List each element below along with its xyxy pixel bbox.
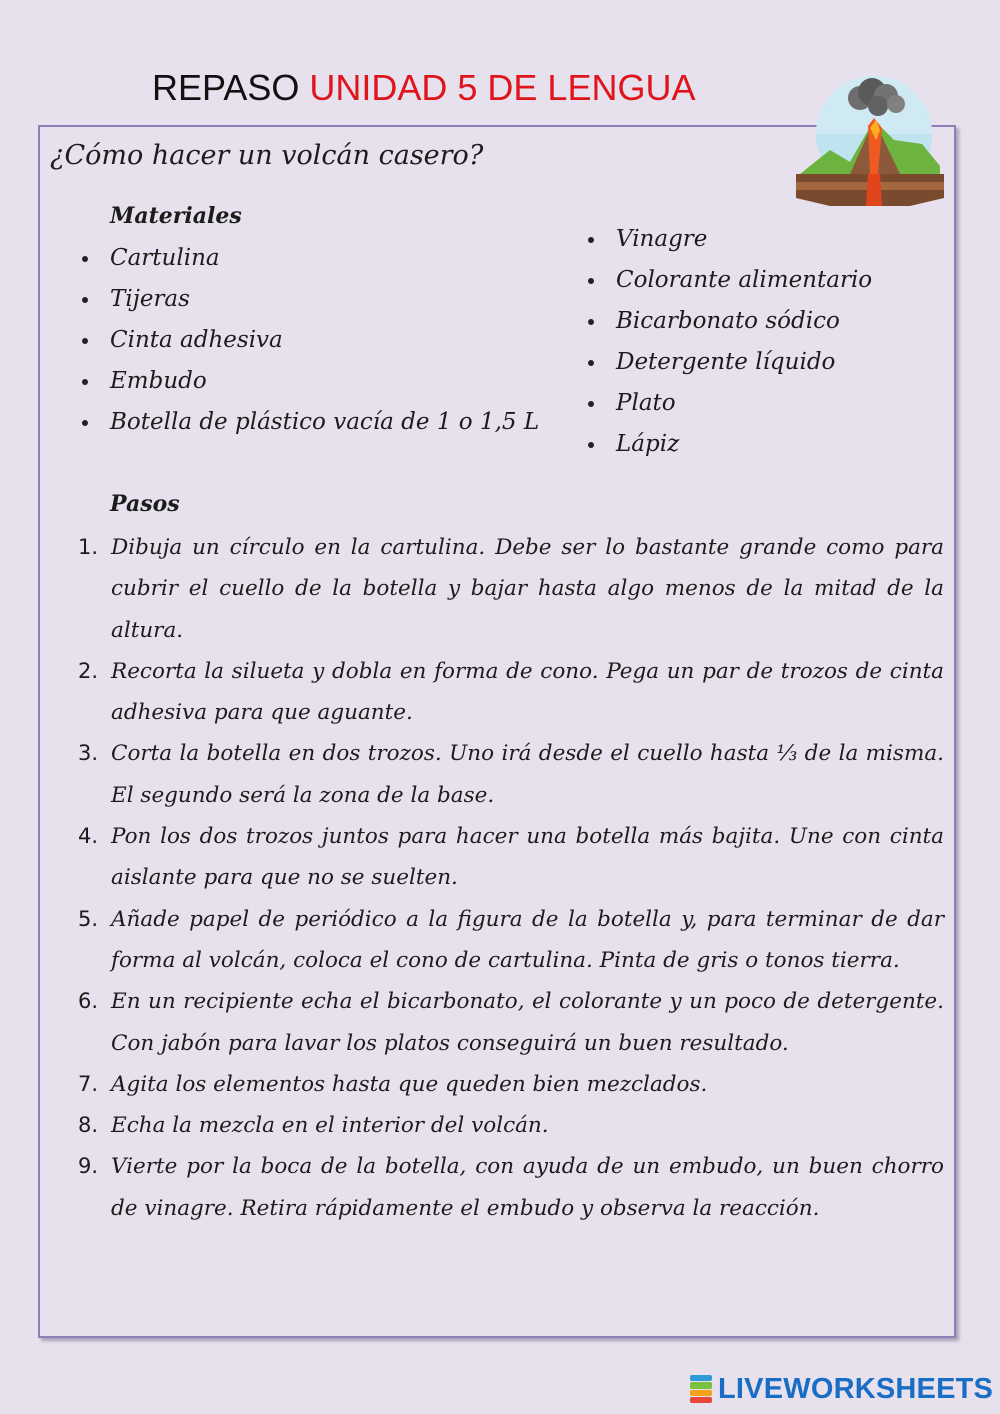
step-number: 7. [78,1071,99,1096]
materials-list-right [588,219,872,465]
step-text: Dibuja un círculo en la cartulina. Debe ser lo bastante grande como para cubrir el cuello de la botella y bajar hasta algo menos de la mitad de la altura. [111,535,944,643]
step-number: 8. [78,1113,99,1138]
step-item [78,733,944,816]
step-item [78,899,944,982]
step-text: Corta la botella en dos trozos. Uno irá desde el cuello hasta ⅓ de la misma. El segundo será la zona de la base. [111,741,944,808]
list-item: Embudo [82,361,539,402]
list-item: Botella de plástico vacía de 1 o 1,5 L [82,402,539,443]
step-number: 6. [78,989,99,1014]
step-item [78,1064,944,1105]
step-text: Echa la mezcla en el interior del volcán. [111,1113,549,1139]
step-text: Recorta la silueta y dobla en forma de cono. Pega un par de trozos de cinta adhesiva para que aguante. [111,658,944,726]
list-item: Plato [588,383,872,424]
materials-heading: Materiales [110,203,242,229]
step-item [78,1146,944,1229]
step-text: Vierte por la boca de la botella, con ayuda de un embudo, un buen chorro de vinagre. Retira rápidamente el embudo y observa la reacción. [111,1154,944,1221]
list-item: Tijeras [82,279,539,320]
step-item [78,816,944,899]
step-number: 3. [78,741,99,766]
volcano-illustration [790,70,950,218]
step-text: Agita los elementos hasta que queden bien mezclados. [111,1071,708,1097]
title-unit: UNIDAD 5 DE LENGUA [309,67,696,108]
liveworksheets-icon [690,1375,712,1403]
step-text: En un recipiente echa el bicarbonato, el colorante y un poco de detergente. Con jabón para lavar los platos conseguirá un buen resultado. [111,989,944,1056]
list-item: Detergente líquido [588,342,872,383]
step-number: 2. [78,658,99,683]
materials-list-left [82,238,539,443]
step-number: 1. [78,535,99,559]
step-item [78,651,944,734]
list-item: Vinagre [588,219,872,260]
page-title [152,66,695,110]
list-item: Bicarbonato sódico [588,301,872,342]
steps-list [78,527,944,1229]
steps-heading: Pasos [110,491,180,517]
step-text: Pon los dos trozos juntos para hacer una botella más bajita. Une con cinta aislante para que no se suelten. [111,824,944,891]
step-item [78,981,944,1064]
question-heading: ¿Cómo hacer un volcán casero? [50,140,484,171]
step-number: 9. [78,1154,99,1179]
step-text: Añade papel de periódico a la figura de la botella y, para terminar de dar forma al volcán, coloca el cono de cartulina. Pinta de gris o tonos tierra. [111,906,944,973]
list-item: Lápiz [588,424,872,465]
title-prefix: REPASO [152,67,310,108]
step-number: 4. [78,824,99,849]
list-item: Cinta adhesiva [82,320,539,361]
brand-name: LIVEWORKSHEETS [718,1372,994,1405]
list-item: Cartulina [82,238,539,279]
liveworksheets-logo[interactable] [690,1372,993,1406]
step-number: 5. [78,906,99,931]
step-item [78,1105,944,1146]
step-item [78,527,944,651]
list-item: Colorante alimentario [588,260,872,301]
